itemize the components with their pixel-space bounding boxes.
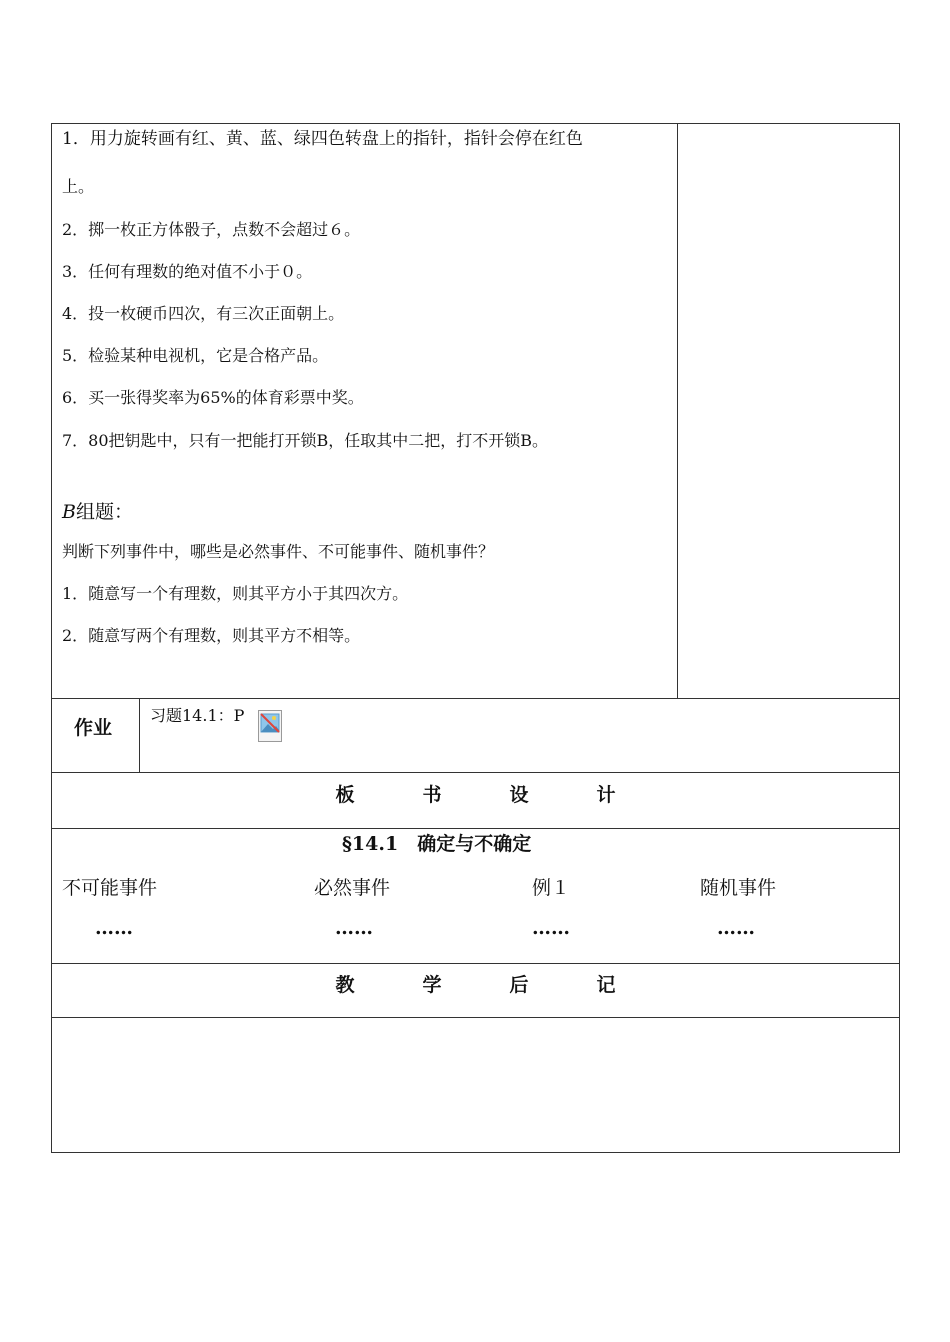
exercise-line: 上。 <box>62 177 95 196</box>
postscript-body <box>52 1018 899 1152</box>
header-char: 书 <box>422 784 442 806</box>
exercise-line: 5．检验某种电视机，它是合格产品。 <box>62 346 329 365</box>
header-char: 教 <box>335 974 355 996</box>
exercise-line: 7．80把钥匙中，只有一把能打开锁B，任取其中二把，打不开锁B。 <box>62 431 549 450</box>
right-column-divider <box>677 124 678 698</box>
homework-label: 作业 <box>74 717 113 739</box>
row-divider <box>52 698 899 699</box>
header-char: 后 <box>509 974 529 996</box>
board-title: §14.1 确定与不确定 <box>342 833 532 855</box>
header-char: 记 <box>596 974 616 996</box>
board-ellipsis: …… <box>532 917 570 939</box>
exercise-line: 6．买一张得奖率为65%的体育彩票中奖。 <box>62 388 364 407</box>
board-column-impossible: 不可能事件 <box>62 877 158 899</box>
exercise-line: 3．任何有理数的绝对值不小于０。 <box>62 262 313 281</box>
group-b-item: 2．随意写两个有理数，则其平方不相等。 <box>62 626 361 645</box>
board-column-certain: 必然事件 <box>314 877 391 899</box>
board-column-example: 例１ <box>532 877 571 899</box>
board-column-random: 随机事件 <box>700 877 777 899</box>
homework-text: 习题14.1：P <box>150 706 245 725</box>
row-divider <box>52 772 899 773</box>
board-ellipsis: …… <box>335 917 373 939</box>
group-b-question: 判断下列事件中，哪些是必然事件、不可能事件、随机事件？ <box>62 542 495 561</box>
board-ellipsis: …… <box>717 917 755 939</box>
header-char: 学 <box>422 974 442 996</box>
lesson-table <box>51 123 900 1153</box>
group-b-item: 1．随意写一个有理数，则其平方小于其四次方。 <box>62 584 409 603</box>
row-divider <box>52 963 899 964</box>
row-divider <box>52 828 899 829</box>
header-char: 计 <box>596 784 616 806</box>
exercise-line: 2．掷一枚正方体骰子，点数不会超过６。 <box>62 220 361 239</box>
exercise-line: 1．用力旋转画有红、黄、蓝、绿四色转盘上的指针，指针会停在红色 <box>62 129 583 149</box>
board-design-header <box>52 780 899 807</box>
header-char: 板 <box>335 784 355 806</box>
group-b-letter: B <box>62 501 76 523</box>
group-b-title-text: 组题： <box>75 501 133 523</box>
header-char: 设 <box>509 784 529 806</box>
homework-label-divider <box>139 698 140 772</box>
board-ellipsis: …… <box>95 917 133 939</box>
exercise-line: 4．投一枚硬币四次，有三次正面朝上。 <box>62 304 345 323</box>
postscript-header <box>52 970 899 997</box>
broken-image-icon <box>258 710 282 742</box>
group-b-title <box>62 500 133 524</box>
